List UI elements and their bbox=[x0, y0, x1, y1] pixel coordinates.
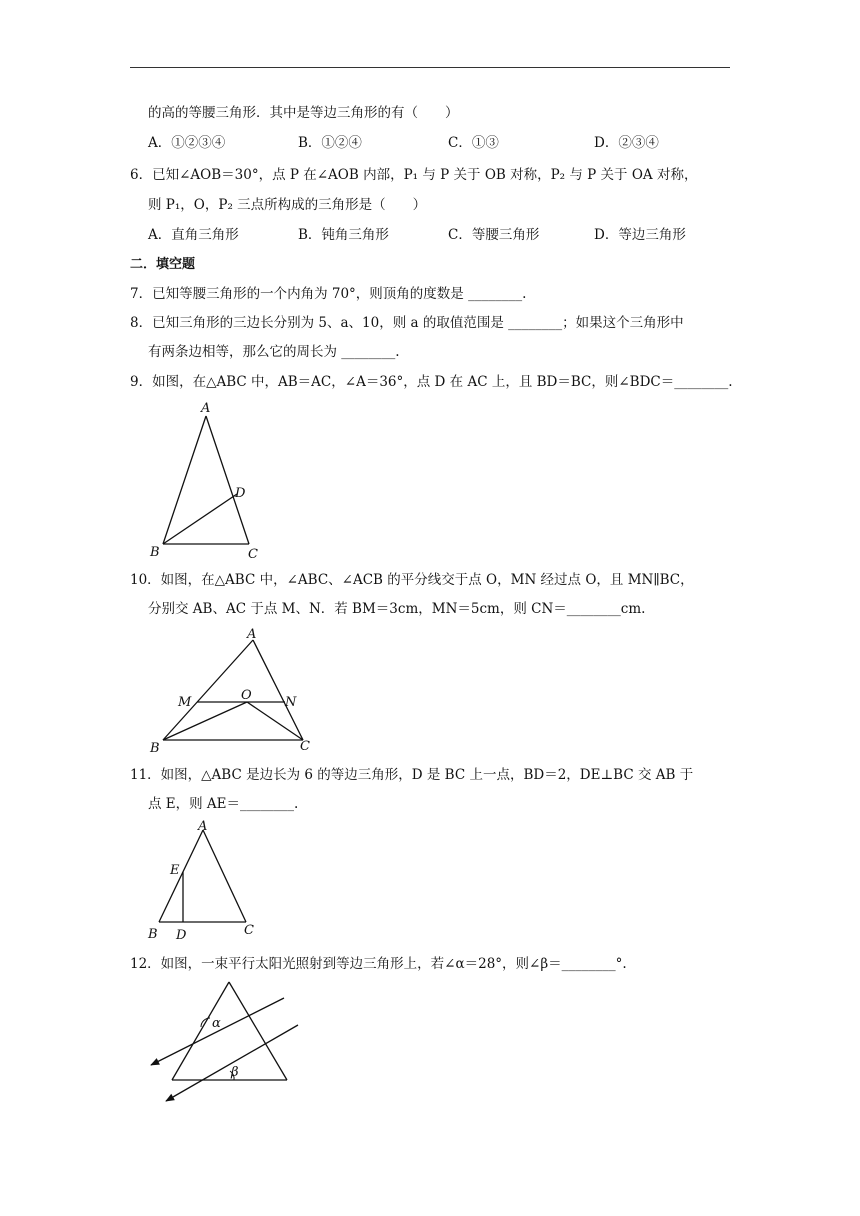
fig9-label-b: B bbox=[150, 545, 160, 560]
q10-figure bbox=[140, 622, 330, 756]
fig10-label-a: A bbox=[247, 627, 257, 642]
q6-option-a: A．直角三角形 bbox=[148, 227, 239, 243]
q10-line2: 分别交 AB、AC 于点 M、N．若 BM＝3cm，MN＝5cm，则 CN＝________cm. bbox=[148, 601, 646, 617]
fig10-label-n: N bbox=[285, 695, 297, 710]
fig11-label-b: B bbox=[148, 927, 158, 942]
q6-line2: 则 P₁，O，P₂ 三点所构成的三角形是（ ） bbox=[148, 197, 427, 213]
q9-text: 9．如图，在△ABC 中，AB＝AC，∠A＝36°，点 D 在 AC 上，且 BD＝BC，则∠BDC＝________. bbox=[130, 374, 733, 390]
q6-option-d: D．等边三角形 bbox=[594, 227, 686, 243]
q8-line2: 有两条边相等，那么它的周长为 ________. bbox=[148, 344, 400, 360]
fig11-label-c: C bbox=[244, 923, 254, 938]
fig11-label-e: E bbox=[170, 863, 180, 878]
fig11-label-d: D bbox=[176, 928, 187, 943]
fig10-label-o: O bbox=[241, 688, 252, 703]
fig10-label-m: M bbox=[178, 695, 192, 710]
q5-option-d: D．②③④ bbox=[594, 135, 659, 151]
header-rule bbox=[130, 67, 730, 68]
fig9-label-d: D bbox=[235, 486, 246, 501]
q12-text: 12．如图，一束平行太阳光照射到等边三角形上，若∠α＝28°，则∠β＝________°. bbox=[130, 956, 627, 972]
q6-option-b: B．钝角三角形 bbox=[298, 227, 389, 243]
q8-line1: 8．已知三角形的三边长分别为 5、a、10，则 a 的取值范围是 ________；如果这个三角形中 bbox=[130, 315, 684, 331]
q9-figure bbox=[140, 398, 280, 560]
q6-option-c: C．等腰三角形 bbox=[448, 227, 540, 243]
fig12-label-alpha: α bbox=[212, 1016, 221, 1031]
q11-line2: 点 E，则 AE＝________. bbox=[148, 796, 299, 812]
fig9-label-c: C bbox=[248, 547, 258, 562]
fig10-label-c: C bbox=[300, 739, 310, 754]
q5-option-c: C．①③ bbox=[448, 135, 499, 151]
q5-tail: 的高的等腰三角形．其中是等边三角形的有（ ） bbox=[148, 105, 459, 121]
fig12-label-beta: β bbox=[231, 1065, 239, 1080]
q10-line1: 10．如图，在△ABC 中，∠ABC、∠ACB 的平分线交于点 O，MN 经过点 O，且 MN∥BC， bbox=[130, 572, 694, 588]
q5-option-a: A．①②③④ bbox=[148, 135, 226, 151]
q7-text: 7．已知等腰三角形的一个内角为 70°，则顶角的度数是 ________. bbox=[130, 286, 527, 302]
q12-figure bbox=[140, 975, 310, 1105]
q11-figure bbox=[140, 816, 270, 944]
fig11-label-a: A bbox=[198, 819, 208, 834]
fig9-label-a: A bbox=[201, 401, 211, 416]
q5-option-b: B．①②④ bbox=[298, 135, 362, 151]
q6-line1: 6．已知∠AOB＝30°，点 P 在∠AOB 内部，P₁ 与 P 关于 OB 对称，P₂ 与 P 关于 OA 对称， bbox=[130, 167, 698, 183]
fig10-label-b: B bbox=[150, 741, 160, 756]
section-heading-fill-blank: 二．填空题 bbox=[130, 257, 196, 272]
q11-line1: 11．如图，△ABC 是边长为 6 的等边三角形，D 是 BC 上一点，BD＝2，DE⊥BC 交 AB 于 bbox=[130, 767, 694, 783]
